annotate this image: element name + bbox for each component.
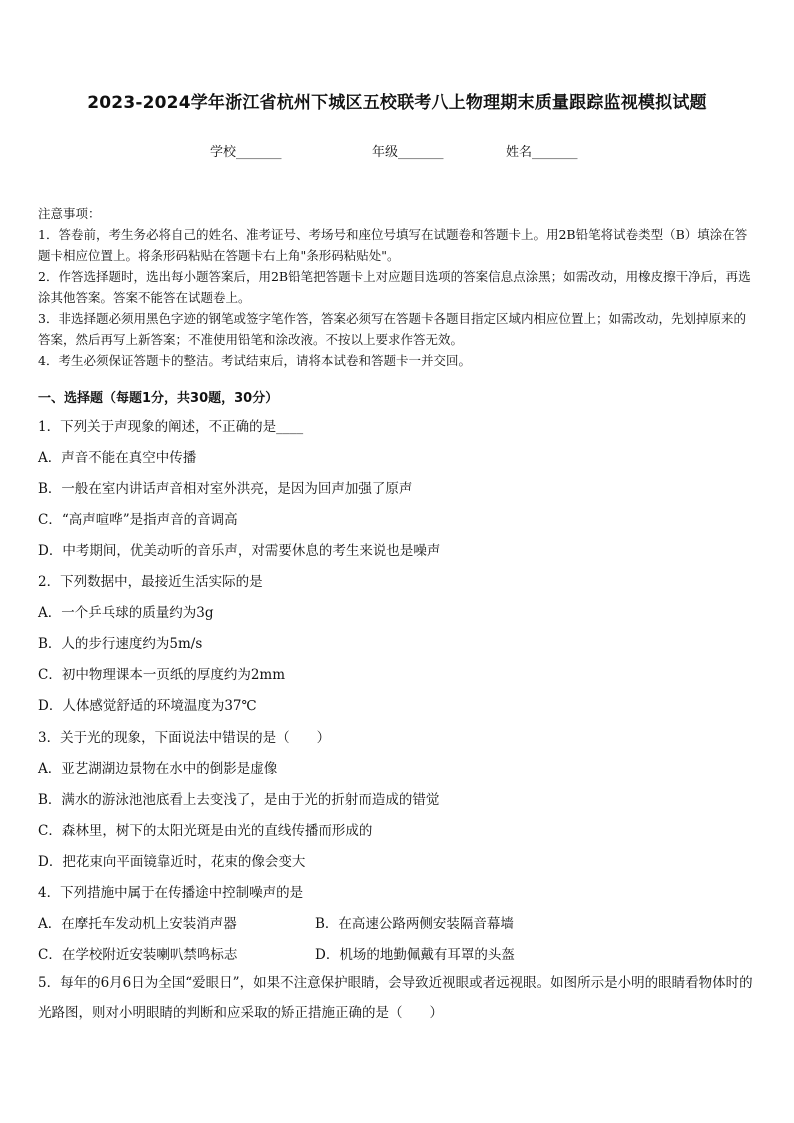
notes-block	[38, 203, 758, 371]
notes-item: 3．非选择题必须用黑色字迹的钢笔或签字笔作答，答案必须写在答题卡各题目指定区域内相应位置上；如需改动，先划掉原来的答案，然后再写上新答案；不准使用铅笔和涂改液。不按以上要求作答无效。	[38, 311, 746, 347]
question-option: C．森林里，树下的太阳光斑是由光的直线传播而形成的	[38, 823, 373, 839]
question-option: D．人体感觉舒适的环境温度为37℃	[38, 698, 257, 714]
question-option: B．人的步行速度约为5m/s	[38, 636, 203, 652]
notes-item: 4．考生必须保证答题卡的整洁。考试结束后，请将本试卷和答题卡一并交回。	[38, 353, 471, 368]
name-field[interactable]: 姓名_______	[506, 145, 578, 160]
question-option: A．声音不能在真空中传播	[38, 450, 197, 466]
question-option: A．一个乒乓球的质量约为3g	[38, 605, 214, 621]
grade-field[interactable]: 年级_______	[372, 145, 444, 160]
question-stem: 5．每年的6月6日为全国“爱眼日”，如果不注意保护眼睛，会导致近视眼或者远视眼。如图所示是小明的眼睛看物体时的光路图，则对小明眼睛的判断和应采取的矫正措施正确的是（ ）	[38, 975, 753, 1021]
exam-title: 2023-2024学年浙江省杭州下城区五校联考八上物理期末质量跟踪监视模拟试题	[87, 93, 707, 113]
school-field[interactable]: 学校_______	[210, 145, 282, 160]
question-option: B．满水的游泳池池底看上去变浅了，是由于光的折射而造成的错觉	[38, 792, 440, 808]
question-option: A．在摩托车发动机上安装消声器	[38, 916, 237, 932]
question-option: D．把花束向平面镜靠近时，花束的像会变大	[38, 854, 306, 870]
question-option: D．机场的地勤佩戴有耳罩的头盔	[315, 947, 515, 963]
question-option: C．在学校附近安装喇叭禁鸣标志	[38, 947, 238, 963]
question-stem: 4．下列措施中属于在传播途中控制噪声的是	[38, 885, 304, 901]
question-stem: 2．下列数据中，最接近生活实际的是	[38, 574, 263, 590]
student-info-row	[0, 141, 794, 161]
question-stem: 3．关于光的现象，下面说法中错误的是（ ）	[38, 730, 331, 746]
notes-heading: 注意事项：	[38, 206, 101, 221]
question-option: B．在高速公路两侧安装隔音幕墙	[315, 916, 514, 932]
question-option: C．“高声喧哗”是指声音的音调高	[38, 512, 238, 528]
notes-item: 2．作答选择题时，选出每小题答案后，用2B铅笔把答题卡上对应题目选项的答案信息点涂黑；如需改动，用橡皮擦干净后，再选涂其他答案。答案不能答在试题卷上。	[38, 269, 751, 305]
question-option: C．初中物理课本一页纸的厚度约为2mm	[38, 667, 286, 683]
question-option: A．亚艺湖湖边景物在水中的倒影是虚像	[38, 761, 278, 777]
question-stem: 1．下列关于声现象的阐述，不正确的是____	[38, 419, 304, 435]
notes-item: 1．答卷前，考生务必将自己的姓名、准考证号、考场号和座位号填写在试题卷和答题卡上。用2B铅笔将试卷类型（B）填涂在答题卡相应位置上。将条形码粘贴在答题卡右上角"条形码粘贴处"。	[38, 227, 748, 263]
section-heading: 一、选择题（每题1分，共30题，30分）	[38, 391, 279, 406]
question-option: B．一般在室内讲话声音相对室外洪亮，是因为回声加强了原声	[38, 481, 413, 497]
question-option: D．中考期间，优美动听的音乐声，对需要休息的考生来说也是噪声	[38, 543, 441, 559]
